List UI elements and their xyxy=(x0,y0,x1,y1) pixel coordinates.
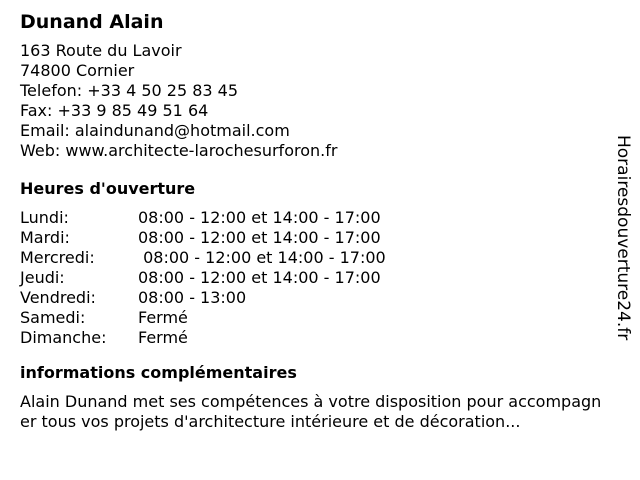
business-card xyxy=(20,10,610,432)
hours-row xyxy=(20,308,610,328)
street-address: 163 Route du Lavoir xyxy=(20,41,182,60)
hours-row xyxy=(20,328,610,348)
contact-block xyxy=(20,41,610,161)
time-value: 08:00 - 12:00 et 14:00 - 17:00 xyxy=(138,208,381,227)
website: Web: www.architecte-larochesurforon.fr xyxy=(20,141,338,160)
time-value: Fermé xyxy=(138,308,188,327)
day-label: Mardi: xyxy=(20,228,70,247)
phone-number: Telefon: +33 4 50 25 83 45 xyxy=(20,81,239,100)
hours-row xyxy=(20,208,610,228)
day-label: Jeudi: xyxy=(20,268,65,287)
site-watermark: Horairesdouverture24.fr xyxy=(613,135,633,341)
time-value: 08:00 - 13:00 xyxy=(138,288,247,307)
hours-table xyxy=(20,208,610,348)
time-value: 08:00 - 12:00 et 14:00 - 17:00 xyxy=(138,228,381,247)
business-name: Dunand Alain xyxy=(20,11,164,33)
day-label: Vendredi: xyxy=(20,288,96,307)
day-label: Samedi: xyxy=(20,308,86,327)
day-label: Dimanche: xyxy=(20,328,107,347)
day-label: Mercredi: xyxy=(20,248,95,267)
city-address: 74800 Cornier xyxy=(20,61,135,80)
info-heading: informations complémentaires xyxy=(20,363,297,382)
hours-row xyxy=(20,268,610,288)
hours-row xyxy=(20,228,610,248)
time-value: 08:00 - 12:00 et 14:00 - 17:00 xyxy=(138,248,386,267)
time-value: 08:00 - 12:00 et 14:00 - 17:00 xyxy=(138,268,381,287)
fax-number: Fax: +33 9 85 49 51 64 xyxy=(20,101,209,120)
hours-heading: Heures d'ouverture xyxy=(20,179,196,198)
day-label: Lundi: xyxy=(20,208,69,227)
time-value: Fermé xyxy=(138,328,188,347)
hours-row xyxy=(20,288,610,308)
hours-row xyxy=(20,248,610,268)
info-description: Alain Dunand met ses compétences à votre disposition pour accompagner tous vos projets d'architecture intérieure et de décoration... xyxy=(20,392,602,431)
email-address: Email: alaindunand@hotmail.com xyxy=(20,121,290,140)
